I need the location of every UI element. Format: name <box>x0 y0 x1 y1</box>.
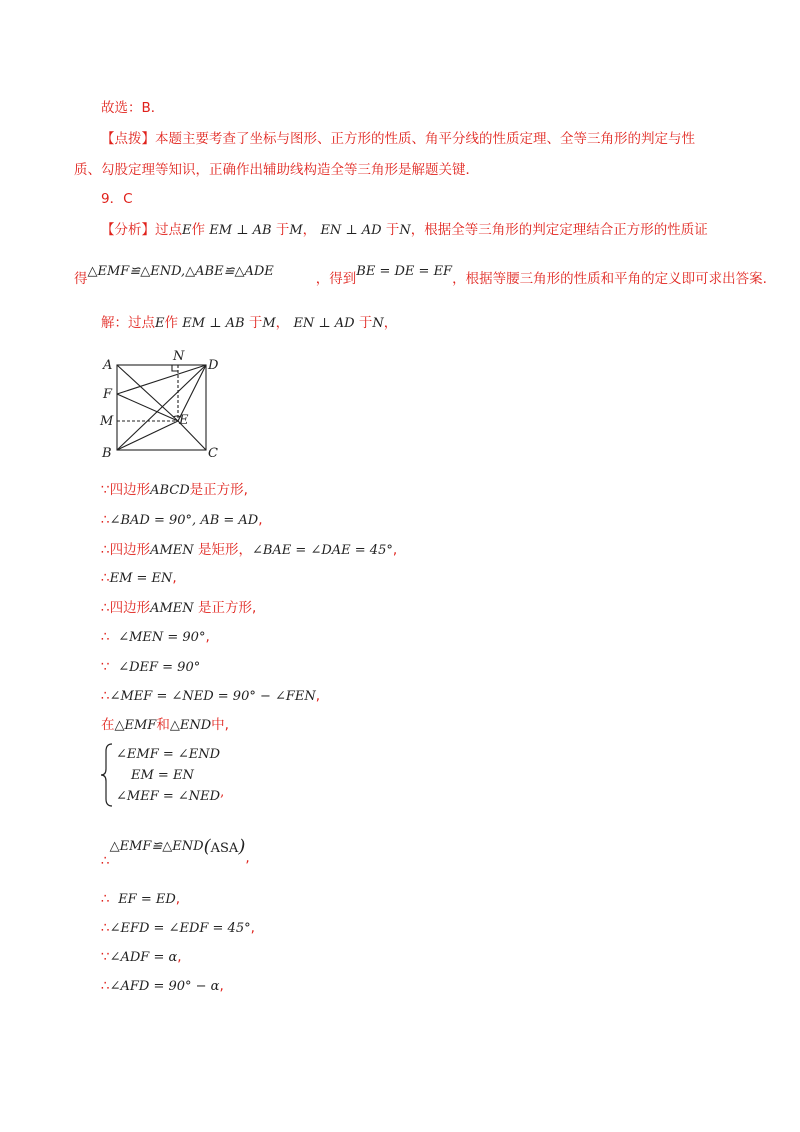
proof-step-4: ∴EM = EN, <box>101 570 177 586</box>
label-m: M <box>100 414 114 429</box>
proof-step-7: ∵ ∠DEF = 90° <box>101 659 201 675</box>
conclusion-step-5: ∴∠AFD = 90° − α, <box>101 978 224 994</box>
answer-choice-line: 故选：B． <box>101 100 165 116</box>
question-number-line: 9．C <box>101 191 133 207</box>
proof-step-6: ∴ ∠MEN = 90°, <box>101 629 210 645</box>
system-eq-2: EM = EN <box>131 768 194 783</box>
label-d: D <box>208 358 219 373</box>
system-eq-1: ∠EMF = ∠END <box>116 747 221 762</box>
analysis-line-2: 得△EMF≌△END,△ABE≌△ADE ，得到BE = DE = EF，根据等腰三角形的性质和平角的定义即可求出答案. <box>74 264 767 287</box>
segment-fd <box>117 365 206 394</box>
square-geometry-figure <box>95 345 230 463</box>
label-e: E <box>179 413 189 428</box>
system-brace <box>100 743 114 807</box>
segment-be <box>117 421 178 450</box>
label-b: B <box>102 446 112 461</box>
label-c: C <box>208 446 218 461</box>
comment-line-2: 质、勾股定理等知识，正确作出辅助线构造全等三角形是解题关键． <box>74 162 479 178</box>
comment-line-1: 【点拨】本题主要考查了坐标与图形、正方形的性质、角平分线的性质定理、全等三角形的判定与性 <box>101 131 695 147</box>
proof-step-9: 在△EMF和△END中, <box>101 717 229 733</box>
conclusion-step-2: ∴ EF = ED, <box>101 891 181 907</box>
segment-ae <box>117 365 178 421</box>
analysis-line-1: 【分析】过点E作 EM ⊥ AB 于M， EN ⊥ AD 于N，根据全等三角形的判定定理结合正方形的性质证 <box>101 222 708 238</box>
system-eq-3: ∠MEF = ∠NED, <box>116 785 225 804</box>
proof-step-3: ∴四边形AMEN 是矩形，∠BAE = ∠DAE = 45°, <box>101 542 398 558</box>
proof-step-1: ∵四边形ABCD是正方形, <box>101 482 248 498</box>
label-f: F <box>103 387 113 402</box>
solution-intro-line: 解：过点E作 EM ⊥ AB 于M， EN ⊥ AD 于N， <box>101 315 398 331</box>
proof-step-5: ∴四边形AMEN 是正方形, <box>101 600 257 616</box>
segment-fe <box>117 394 178 421</box>
label-n: N <box>173 349 185 364</box>
label-a: A <box>103 358 113 373</box>
proof-step-8: ∴∠MEF = ∠NED = 90° − ∠FEN, <box>101 688 321 704</box>
conclusion-step-3: ∴∠EFD = ∠EDF = 45°, <box>101 920 255 936</box>
proof-step-2: ∴∠BAD = 90°, AB = AD, <box>101 512 263 528</box>
conclusion-step-4: ∵∠ADF = α, <box>101 949 182 965</box>
right-angle-mark-n <box>172 365 178 371</box>
conclusion-step-1: ∴△EMF≌△END(ASA), <box>101 836 250 869</box>
